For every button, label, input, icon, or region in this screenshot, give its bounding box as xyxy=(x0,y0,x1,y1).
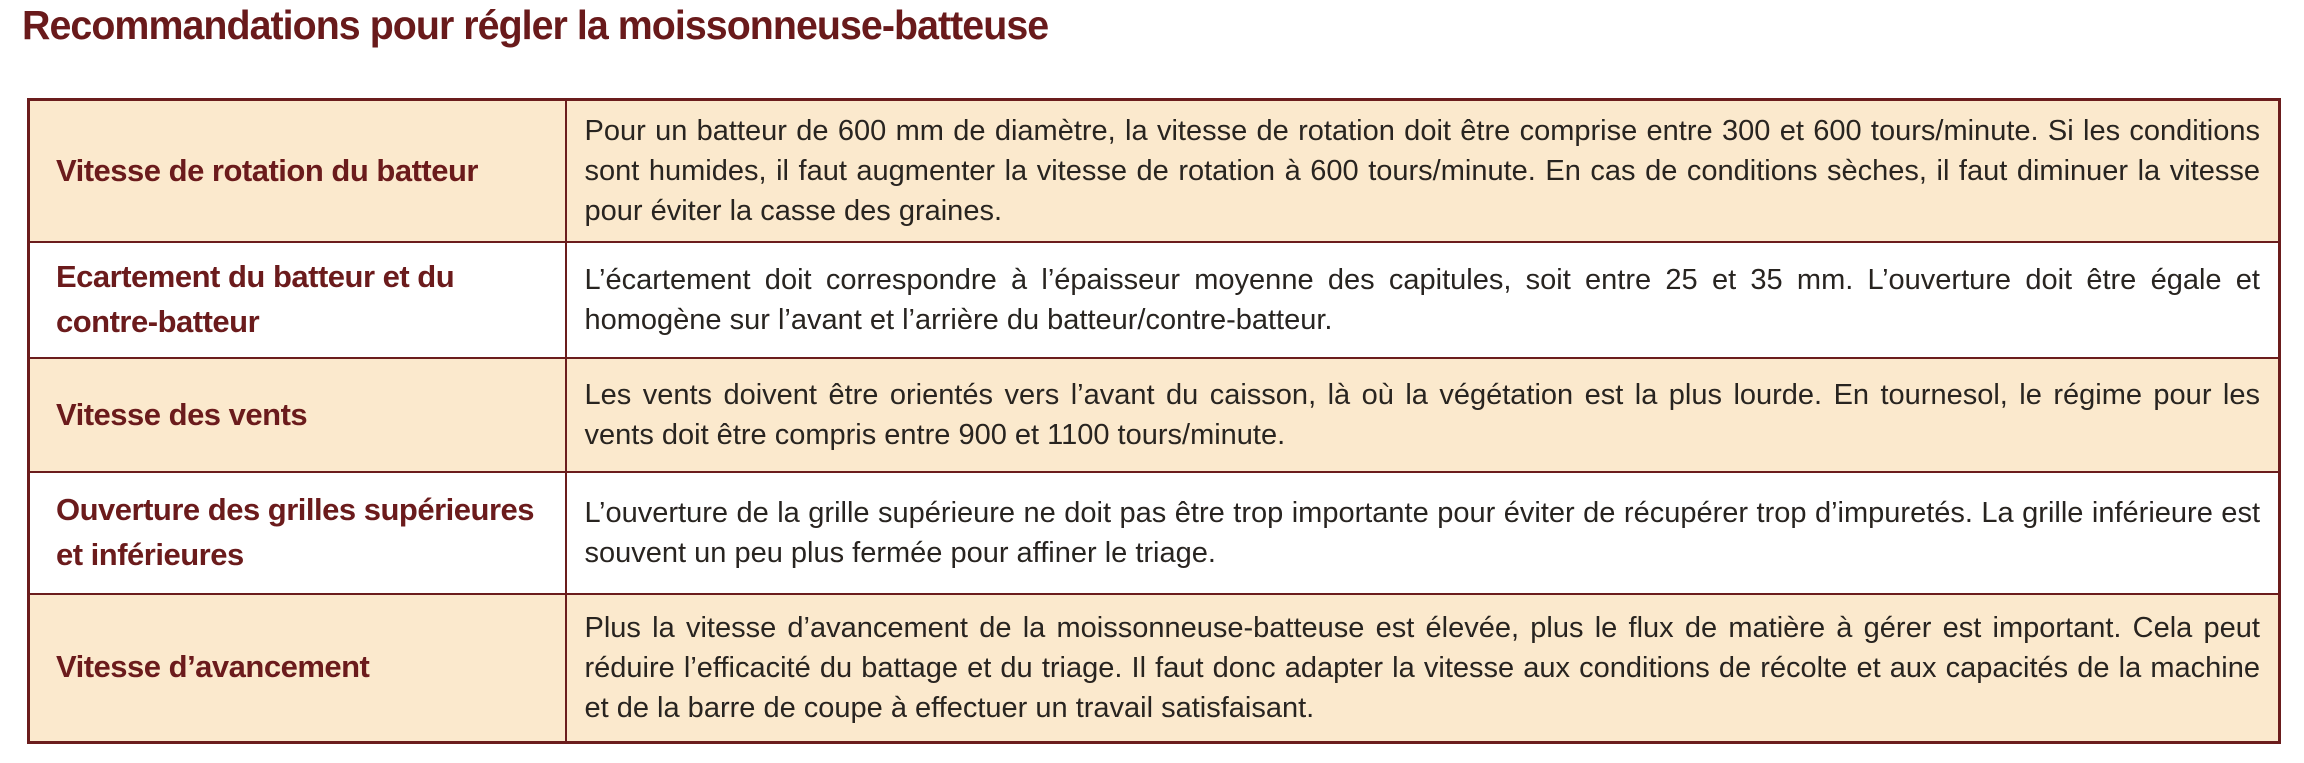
row-label: Ecartement du batteur et du contre-batteur xyxy=(29,242,566,358)
row-label: Vitesse de rotation du batteur xyxy=(29,100,566,243)
row-text: L’écartement doit correspondre à l’épaisseur moyenne des capitules, soit entre 25 et 35 mm. L’ouverture doit être égale et homogène sur l’avant et l’arrière du batteur/contre-batteur. xyxy=(566,242,2280,358)
row-text: Pour un batteur de 600 mm de diamètre, la vitesse de rotation doit être comprise entre 300 et 600 tours/minute. Si les conditions sont humides, il faut augmenter la vitesse de rotation à 600 tours/minute. En cas de conditions sèches, il faut diminuer la vitesse pour éviter la casse des graines. xyxy=(566,100,2280,243)
row-text: Les vents doivent être orientés vers l’avant du caisson, là où la végétation est la plus lourde. En tournesol, le régime pour les vents doit être compris entre 900 et 1100 tours/minute. xyxy=(566,358,2280,472)
row-text: L’ouverture de la grille supérieure ne doit pas être trop importante pour éviter de récupérer trop d’impuretés. La grille inférieure est souvent un peu plus fermée pour affiner le triage. xyxy=(566,472,2280,594)
row-label: Vitesse d’avancement xyxy=(29,594,566,742)
row-label: Ouverture des grilles supérieures et inférieures xyxy=(29,472,566,594)
recommendations-table xyxy=(27,98,2281,744)
row-label: Vitesse des vents xyxy=(29,358,566,472)
page-title: Recommandations pour régler la moissonneuse-batteuse xyxy=(22,2,1049,48)
table-row-sieve-opening xyxy=(29,472,2280,594)
row-text: Plus la vitesse d’avancement de la moissonneuse-batteuse est élevée, plus le flux de matière à gérer est important. Cela peut réduire l’efficacité du battage et du triage. Il faut donc adapter la vitesse aux conditions de récolte et aux capacités de la machine et de la barre de coupe à effectuer un travail satisfaisant. xyxy=(566,594,2280,742)
table-row-fan-speed xyxy=(29,358,2280,472)
table-row-rotation-speed xyxy=(29,100,2280,243)
table-row-concave-clearance xyxy=(29,242,2280,358)
table-row-forward-speed xyxy=(29,594,2280,742)
